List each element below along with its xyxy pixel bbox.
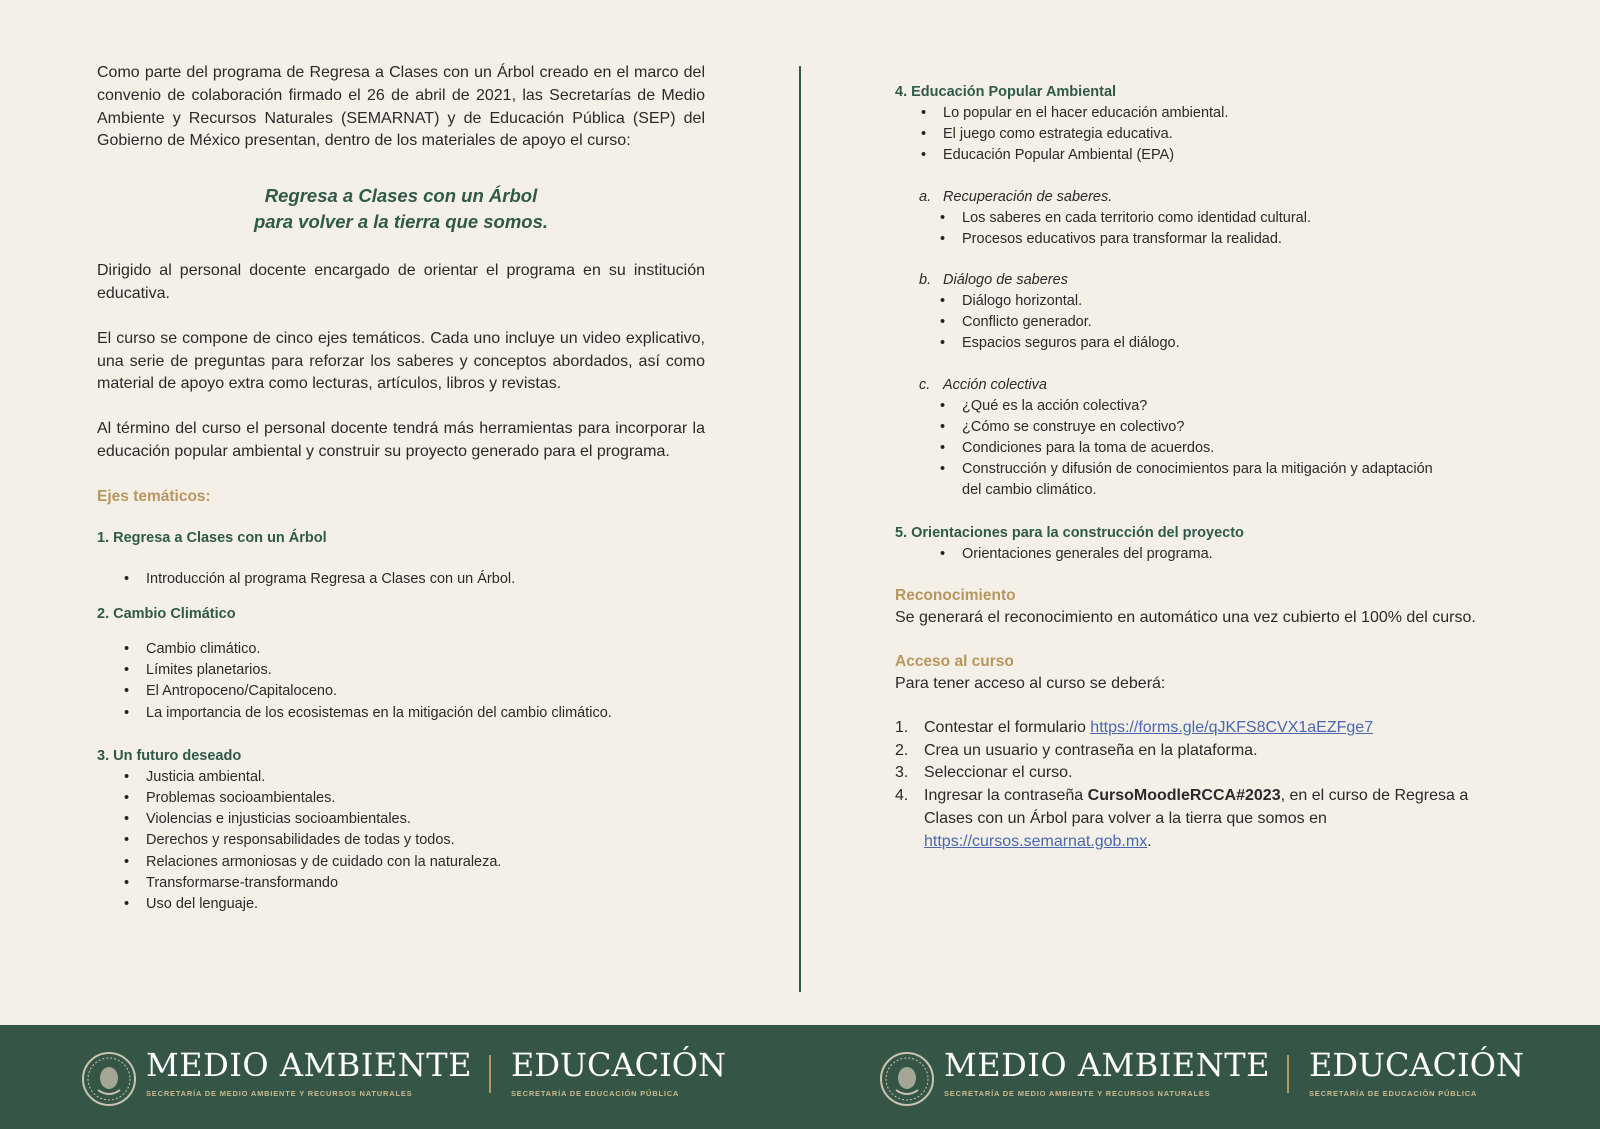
list-item: • Problemas socioambientales.: [146, 788, 705, 809]
list-item: • Los saberes en cada territorio como identidad cultural.: [962, 208, 1515, 229]
list-item: • Condiciones para la toma de acuerdos.: [962, 438, 1452, 459]
brand-separator: [1287, 1055, 1289, 1093]
axis1-title: 1. Regresa a Clases con un Árbol: [97, 529, 327, 546]
access-intro: Para tener acceso al curso se deberá:: [895, 674, 1166, 692]
list-item: • Orientaciones generales del programa.: [962, 544, 1515, 565]
brand-medio-ambiente: MEDIO AMBIENTE: [146, 1046, 472, 1084]
list-item: • Procesos educativos para transformar la realidad.: [962, 229, 1515, 250]
column-divider: [799, 66, 801, 992]
axis4-sub-a-list: [895, 208, 1515, 250]
access-step-3: 3. Seleccionar el curso.: [895, 764, 1073, 782]
list-item: • ¿Qué es la acción colectiva?: [962, 396, 1452, 417]
audience-paragraph: Dirigido al personal docente encargado de orientar el programa en su institución educativa.: [97, 262, 705, 302]
axis4-sub-c-title: c. Acción colectiva: [919, 376, 1047, 393]
axis2-list: [97, 639, 705, 724]
axis4-list: [895, 103, 1515, 167]
access-steps: [895, 717, 1515, 854]
list-item: • Construcción y difusión de conocimientos para la mitigación y adaptación del cambio climático.: [962, 459, 1452, 501]
list-item: • Transformarse-transformando: [146, 873, 705, 894]
list-item: • La importancia de los ecosistemas en la mitigación del cambio climático.: [146, 703, 705, 724]
list-item: • Límites planetarios.: [146, 660, 705, 681]
axis4-title: 4. Educación Popular Ambiental: [895, 84, 1117, 100]
right-column: [895, 82, 1515, 854]
brand-educacion-sub: SECRETARÍA DE EDUCACIÓN PÚBLICA: [1309, 1089, 1478, 1098]
left-column: [97, 62, 705, 915]
axis2-title: 2. Cambio Climático: [97, 605, 236, 622]
brand-educacion-sub: SECRETARÍA DE EDUCACIÓN PÚBLICA: [511, 1089, 680, 1098]
brand-medio-ambiente: MEDIO AMBIENTE: [944, 1046, 1270, 1084]
list-item: • Lo popular en el hacer educación ambiental.: [943, 103, 1515, 124]
axis3-list: [97, 767, 705, 915]
list-item: • Espacios seguros para el diálogo.: [962, 333, 1515, 354]
list-item: • El Antropoceno/Capitaloceno.: [146, 681, 705, 702]
axis5-title: 5. Orientaciones para la construcción del proyecto: [895, 524, 1244, 541]
mexico-seal-icon: [880, 1052, 934, 1106]
axis1-list: [97, 569, 705, 590]
brand-educacion: EDUCACIÓN: [511, 1046, 726, 1084]
brand-educacion: EDUCACIÓN: [1309, 1046, 1524, 1084]
list-item: • Relaciones armoniosas y de cuidado con la naturaleza.: [146, 852, 705, 873]
axis4-sub-a-title: a. Recuperación de saberes.: [919, 188, 1113, 205]
axis3-title: 3. Un futuro deseado: [97, 747, 242, 764]
outcome-paragraph: Al término del curso el personal docente tendrá más herramientas para incorporar la educación popular ambiental y construir su proyecto generado para el programa.: [97, 420, 705, 460]
list-item: • Justicia ambiental.: [146, 767, 705, 788]
form-link[interactable]: https://forms.gle/qJKFS8CVX1aEZFge7: [1090, 718, 1374, 736]
brand-medio-ambiente-sub: SECRETARÍA DE MEDIO AMBIENTE Y RECURSOS NATURALES: [146, 1089, 413, 1098]
list-item: • Violencias e injusticias socioambientales.: [146, 809, 705, 830]
recognition-text: Se generará el reconocimiento en automático una vez cubierto el 100% del curso.: [895, 608, 1476, 626]
list-item: • ¿Cómo se construye en colectivo?: [962, 417, 1452, 438]
footer-logo-left: [82, 1043, 726, 1113]
course-title: Regresa a Clases con un Árbol para volver a la tierra que somos.: [253, 185, 549, 233]
list-item: • Diálogo horizontal.: [962, 291, 1515, 312]
platform-link[interactable]: https://cursos.semarnat.gob.mx: [924, 832, 1148, 850]
mexico-seal-icon: [82, 1052, 136, 1106]
brand-medio-ambiente-sub: SECRETARÍA DE MEDIO AMBIENTE Y RECURSOS NATURALES: [944, 1089, 1211, 1098]
list-item: • Derechos y responsabilidades de todas y todos.: [146, 830, 705, 851]
axis5-list: [895, 544, 1515, 565]
access-step-1: 1. Contestar el formulario https://forms.gle/qJKFS8CVX1aEZFge7: [895, 718, 1374, 736]
axis4-sub-b-list: [895, 291, 1515, 355]
intro-paragraph: Como parte del programa de Regresa a Clases con un Árbol creado en el marco del convenio de colaboración firmado el 26 de abril de 2021, las Secretarías de Medio Ambiente y Recursos Naturales (SEMARNAT) y de Educación Pública (SEP) del Gobierno de México presentan, dentro de los materiales de apoyo el curso:: [97, 64, 705, 150]
course-password: CursoMoodleRCCA#2023: [1087, 787, 1281, 805]
axis4-sub-b-title: b. Diálogo de saberes: [919, 272, 1068, 289]
axes-heading: Ejes temáticos:: [97, 487, 211, 505]
list-item: • Educación Popular Ambiental (EPA): [943, 145, 1515, 166]
list-item: • El juego como estrategia educativa.: [943, 124, 1515, 145]
list-item: • Introducción al programa Regresa a Clases con un Árbol.: [146, 569, 705, 590]
access-step-4: 4. Ingresar la contraseña CursoMoodleRCCA#2023, en el curso de Regresa a Clases con un Árbol para volver a la tierra que somos en https://cursos.semarnat.gob.mx.: [895, 787, 1469, 850]
list-item: • Cambio climático.: [146, 639, 705, 660]
list-item: • Conflicto generador.: [962, 312, 1515, 333]
footer-banner: [0, 1025, 1600, 1129]
brand-separator: [489, 1055, 491, 1093]
access-step-2: 2. Crea un usuario y contraseña en la plataforma.: [895, 741, 1258, 759]
recognition-heading: Reconocimiento: [895, 586, 1016, 604]
composition-paragraph: El curso se compone de cinco ejes temáticos. Cada uno incluye un video explicativo, una serie de preguntas para reforzar los saberes y conceptos abordados, así como material de apoyo extra como lecturas, artículos, libros y revistas.: [97, 329, 705, 393]
footer-logo-right: [880, 1043, 1524, 1113]
access-heading: Acceso al curso: [895, 652, 1014, 670]
list-item: • Uso del lenguaje.: [146, 894, 705, 915]
axis4-sub-c-list: [895, 396, 1452, 502]
